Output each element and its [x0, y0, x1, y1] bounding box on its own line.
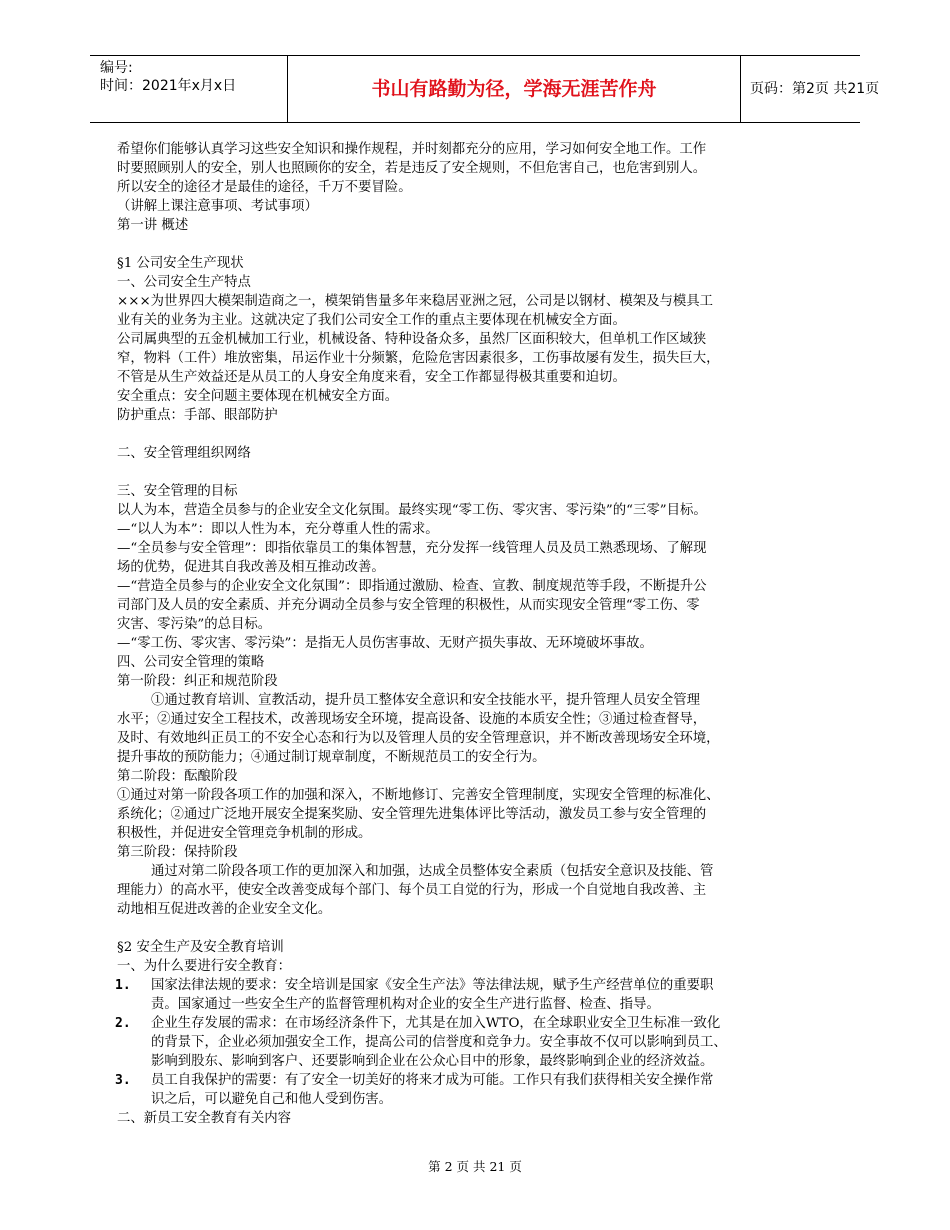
text-line: 场的优势，促进其自我改善及相互推动改善。 [117, 560, 385, 575]
text-line: ①通过对第一阶段各项工作的加强和深入，不断地修订、完善安全管理制度，实现安全管理的标准化、 [117, 788, 720, 803]
item-text: 国家法律法规的要求：安全培训是国家《安全生产法》等法律法规，赋予生产经营单位的重要职 [151, 978, 714, 993]
header-page-cell [740, 56, 880, 122]
section-heading: 二、新员工安全教育有关内容 [117, 1111, 292, 1126]
text-line: 二、安全管理组织网络 [117, 446, 251, 461]
numbered-item-line [117, 976, 833, 995]
text-line: 希望你们能够认真学习这些安全知识和操作规程，并时刻都充分的应用，学习如何安全地工作。工作 [117, 142, 707, 157]
text-line: 第二阶段：酝酿阶段 [117, 769, 238, 784]
item-number: 1. [115, 978, 131, 993]
text-line: 以人为本，营造全员参与的企业安全文化氛围。最终实现“零工伤、零灾害、零污染”的“三零”目标。 [117, 503, 707, 518]
text-line: 一、公司安全生产特点 [117, 275, 251, 290]
text-line: 窄，物料（工件）堆放密集，吊运作业十分频繁，危险危害因素很多，工伤事故屡有发生，损失巨大， [117, 351, 720, 366]
text-line: 四、公司安全管理的策略 [117, 655, 265, 670]
header-info-cell [90, 56, 287, 122]
text-line: 第一讲 概述 [117, 218, 189, 233]
text-line: 第一阶段：纠正和规范阶段 [117, 674, 278, 689]
text-line: 公司属典型的五金机械加工行业，机械设备、特种设备众多，虽然厂区面积较大，但单机工作区域狭 [117, 332, 707, 347]
numbered-item-line [117, 1090, 833, 1109]
text-line: —“营造全员参与的企业安全文化氛围”：即指通过激励、检查、宣教、制度规范等手段，不断提升公 [117, 579, 707, 594]
page-footer: 第 2 页 共 21 页 [428, 1159, 522, 1174]
header-motto-cell [287, 56, 741, 122]
text-line: ①通过教育培训、宣教活动，提升员工整体安全意识和安全技能水平，提升管理人员安全管理 [151, 693, 701, 708]
numbered-item-line [117, 1052, 833, 1071]
numbered-item-line [117, 1033, 833, 1052]
text-line: 动地相互促进改善的企业安全文化。 [117, 902, 332, 917]
text-line: 司部门及人员的安全素质、并充分调动全员参与安全管理的积极性，从而实现安全管理“零工伤、零 [117, 598, 700, 613]
text-line: —“零工伤、零灾害、零污染”：是指无人员伤害事故、无财产损失事故、无环境破坏事故。 [117, 636, 653, 651]
text-line: 通过对第二阶段各项工作的更加深入和加强，达成全员整体安全素质（包括安全意识及技能、管 [151, 864, 714, 879]
text-line: §2 安全生产及安全教育培训 [117, 940, 284, 955]
header-motto: 书山有路勤为径，学海无涯苦作舟 [371, 78, 657, 100]
time-label: 时间：2021年x月x日 [100, 78, 237, 94]
text-line: 系统化；②通过广泛地开展安全提案奖励、安全管理先进集体评比等活动，激发员工参与安全管理的 [117, 807, 707, 822]
item-text: 识之后，可以避免自己和他人受到伤害。 [151, 1092, 393, 1107]
item-number: 3. [115, 1073, 131, 1088]
text-line: ×××为世界四大模架制造商之一，模架销售量多年来稳居亚洲之冠，公司是以钢材、模架及与模具工 [117, 294, 714, 309]
page-header [90, 55, 880, 123]
item-text: 企业生存发展的需求：在市场经济条件下，尤其是在加入WTO，在全球职业安全卫生标准一致化 [151, 1016, 721, 1031]
blank-line [117, 235, 833, 254]
text-line: 第三阶段：保持阶段 [117, 845, 238, 860]
text-line: 安全重点：安全问题主要体现在机械安全方面。 [117, 389, 399, 404]
document-body [117, 140, 833, 1128]
text-line: §1 公司安全生产现状 [117, 256, 244, 271]
text-line: 及时、有效地纠正员工的不安全心态和行为以及管理人员的安全管理意识，并不断改善现场安全环境， [117, 731, 720, 746]
numbered-item-line [117, 1071, 833, 1090]
text-line: 积极性，并促进安全管理竞争机制的形成。 [117, 826, 372, 841]
text-line: 业有关的业务为主业。这就决定了我们公司安全工作的重点主要体现在机械安全方面。 [117, 313, 626, 328]
text-line: 所以安全的途径才是最佳的途径，千万不要冒险。 [117, 180, 412, 195]
text-line: —“以人为本”：即以人性为本，充分尊重人性的需求。 [117, 522, 439, 537]
text-line: 三、安全管理的目标 [117, 484, 238, 499]
item-number: 2. [115, 1016, 131, 1031]
item-text: 责。国家通过一些安全生产的监督管理机构对企业的安全生产进行监督、检查、指导。 [151, 997, 660, 1012]
text-line: 理能力）的高水平，使安全改善变成每个部门、每个员工自觉的行为，形成一个自觉地自我改善、主 [117, 883, 707, 898]
text-line: 防护重点：手部、眼部防护 [117, 408, 278, 423]
text-line: 一、为什么要进行安全教育： [117, 959, 292, 974]
text-line: 不管是从生产效益还是从员工的人身安全角度来看，安全工作都显得极其重要和迫切。 [117, 370, 626, 385]
item-text: 的背景下，企业必须加强安全工作，提高公司的信誉度和竞争力。安全事故不仅可以影响到员工、 [151, 1035, 727, 1050]
serial-label: 编号: [100, 60, 133, 76]
blank-line [117, 919, 833, 938]
numbered-item-line [117, 995, 833, 1014]
blank-line [117, 463, 833, 482]
blank-line [117, 425, 833, 444]
text-line: 水平；②通过安全工程技术，改善现场安全环境，提高设备、设施的本质安全性；③通过检查督导， [117, 712, 707, 727]
item-text: 员工自我保护的需要：有了安全一切美好的将来才成为可能。工作只有我们获得相关安全操作常 [151, 1073, 714, 1088]
text-line: 时要照顾别人的安全，别人也照顾你的安全，若是违反了安全规则，不但危害自己，也危害到别人。 [117, 161, 707, 176]
item-text: 影响到股东、影响到客户、还要影响到企业在公众心目中的形象，最终影响到企业的经济效益。 [151, 1054, 714, 1069]
page-info: 页码：第2页 共21页 [750, 81, 880, 97]
text-line: （讲解上课注意事项、考试事项） [117, 199, 318, 214]
numbered-item-line [117, 1014, 833, 1033]
text-line: —“全员参与安全管理”：即指依靠员工的集体智慧，充分发挥一线管理人员及员工熟悉现场、了解现 [117, 541, 707, 556]
text-line: 灾害、零污染”的总目标。 [117, 617, 272, 632]
text-line: 提升事故的预防能力；④通过制订规章制度，不断规范员工的安全行为。 [117, 750, 546, 765]
